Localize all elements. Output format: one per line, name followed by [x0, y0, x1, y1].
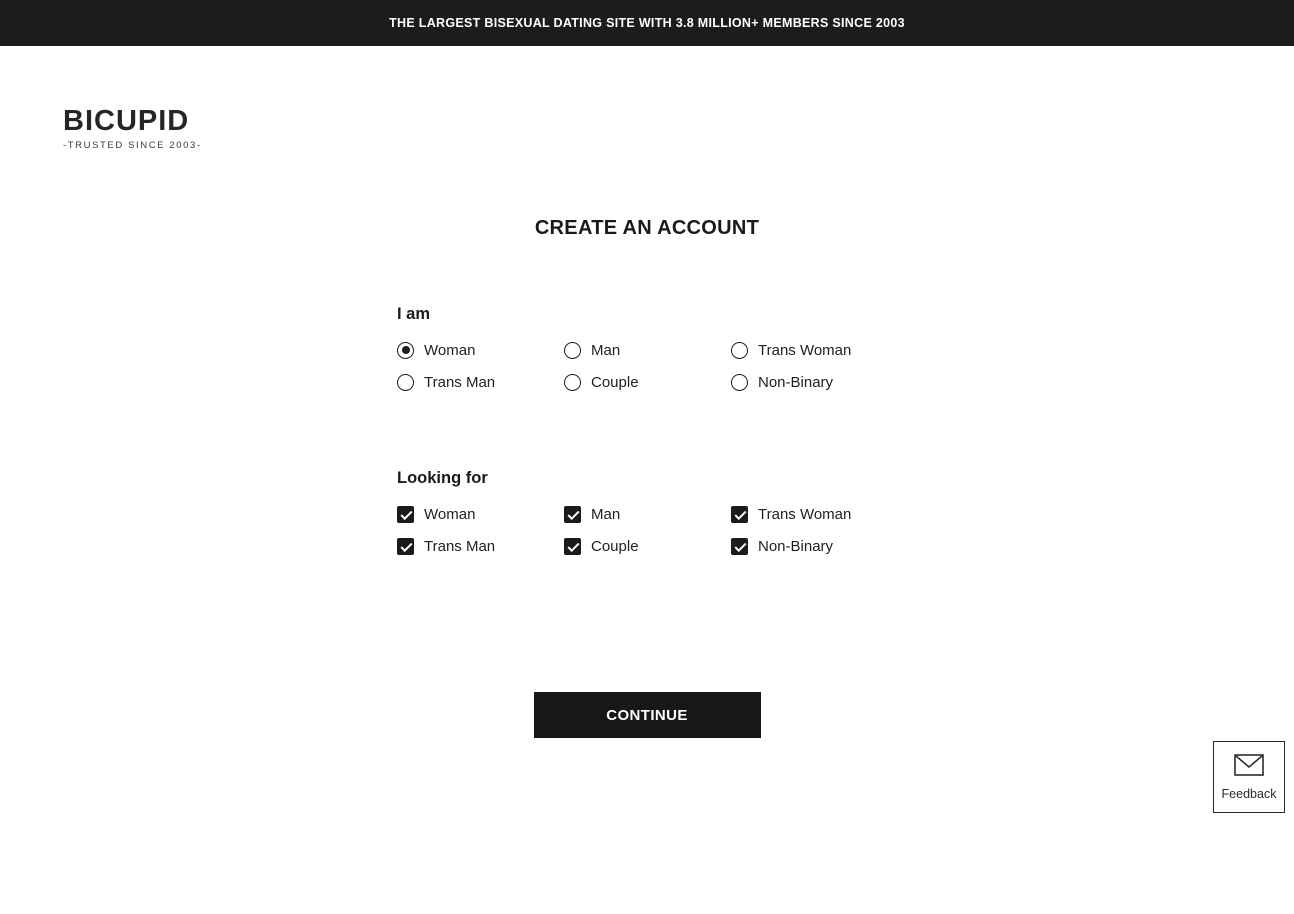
banner-text: THE LARGEST BISEXUAL DATING SITE WITH 3.8 MILLION+ MEMBERS SINCE 2003 — [389, 16, 905, 30]
checkbox-option-trans-woman[interactable] — [731, 505, 897, 523]
top-banner — [0, 0, 1294, 46]
checkbox-option-non-binary[interactable] — [731, 537, 897, 555]
envelope-icon — [1234, 754, 1264, 781]
radio-option-label: Trans Woman — [758, 341, 852, 359]
radio-icon — [731, 374, 748, 391]
signup-form — [397, 305, 897, 738]
checkbox-icon — [731, 538, 748, 555]
continue-button[interactable]: CONTINUE — [534, 692, 761, 738]
radio-option-man[interactable] — [564, 341, 731, 359]
radio-option-label: Man — [591, 341, 621, 359]
checkbox-option-label: Non-Binary — [758, 537, 834, 555]
i-am-options — [397, 341, 897, 391]
checkbox-option-trans-man[interactable] — [397, 537, 564, 555]
checkbox-option-label: Trans Woman — [758, 505, 852, 523]
looking-for-label: Looking for — [397, 469, 488, 487]
radio-icon — [564, 342, 581, 359]
checkbox-option-label: Trans Man — [424, 537, 496, 555]
i-am-group — [397, 305, 897, 391]
radio-option-label: Woman — [424, 341, 476, 359]
looking-for-group — [397, 469, 897, 555]
checkbox-icon — [397, 506, 414, 523]
radio-option-non-binary[interactable] — [731, 373, 897, 391]
radio-option-woman[interactable] — [397, 341, 564, 359]
logo-tagline: -TRUSTED SINCE 2003- — [63, 140, 202, 151]
checkbox-option-label: Man — [591, 505, 621, 523]
checkbox-icon — [397, 538, 414, 555]
checkbox-option-couple[interactable] — [564, 537, 731, 555]
checkbox-icon — [731, 506, 748, 523]
feedback-label: Feedback — [1221, 786, 1277, 801]
radio-icon — [564, 374, 581, 391]
feedback-button[interactable] — [1213, 741, 1285, 813]
checkbox-option-label: Woman — [424, 505, 476, 523]
page-title: CREATE AN ACCOUNT — [534, 217, 760, 239]
radio-option-label: Non-Binary — [758, 373, 834, 391]
radio-icon — [397, 374, 414, 391]
radio-option-couple[interactable] — [564, 373, 731, 391]
radio-option-trans-woman[interactable] — [731, 341, 897, 359]
radio-icon — [397, 342, 414, 359]
looking-for-options — [397, 505, 897, 555]
checkbox-option-man[interactable] — [564, 505, 731, 523]
radio-option-label: Couple — [591, 373, 639, 391]
logo-wordmark: BICUPID — [63, 105, 190, 137]
radio-icon — [731, 342, 748, 359]
checkbox-icon — [564, 506, 581, 523]
radio-option-trans-man[interactable] — [397, 373, 564, 391]
i-am-label: I am — [397, 305, 431, 323]
checkbox-option-label: Couple — [591, 537, 639, 555]
radio-option-label: Trans Man — [424, 373, 496, 391]
checkbox-option-woman[interactable] — [397, 505, 564, 523]
site-logo[interactable] — [63, 107, 202, 151]
checkbox-icon — [564, 538, 581, 555]
